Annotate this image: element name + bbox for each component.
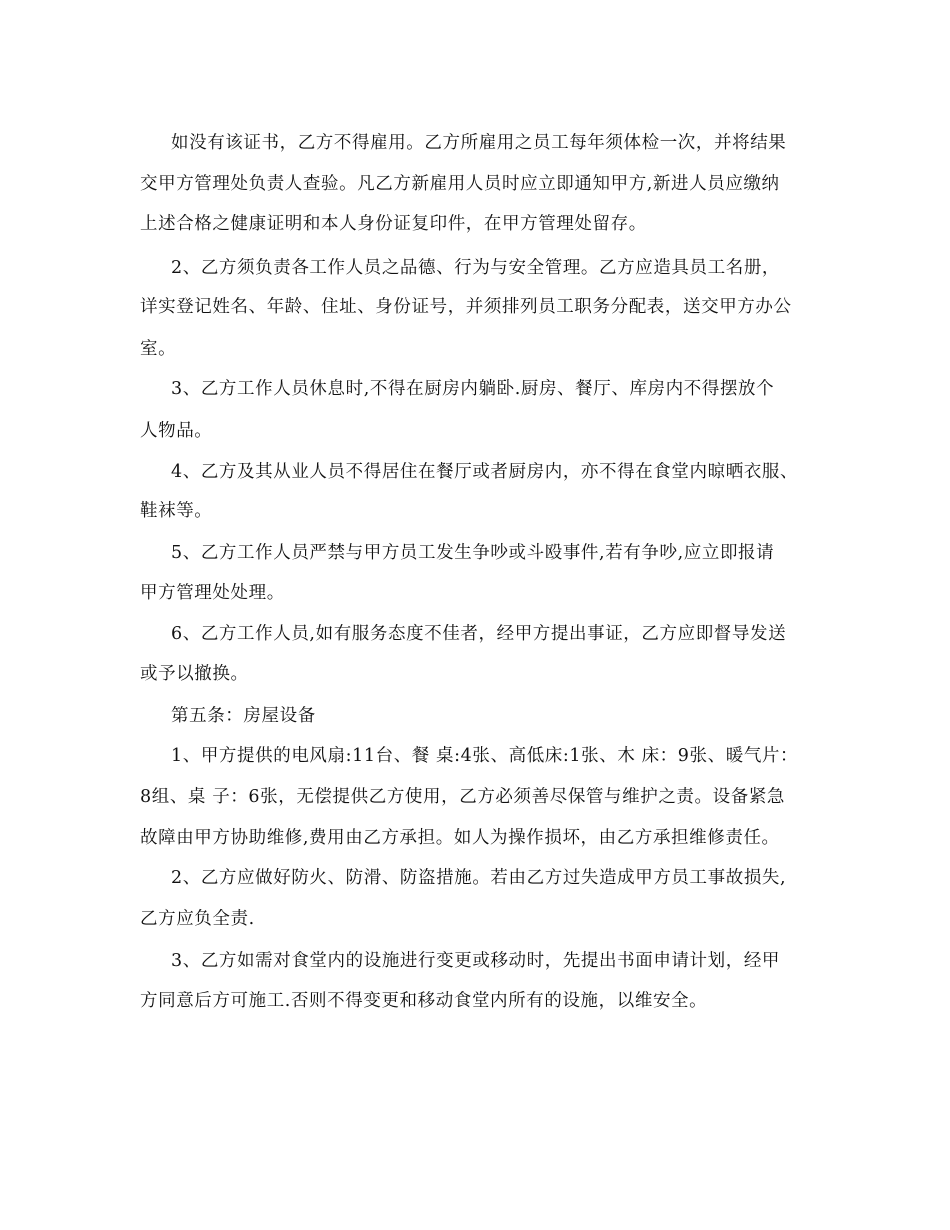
- section-heading-article-5: 第五条：房屋设备: [171, 706, 316, 726]
- text-line-6: 室。: [140, 339, 177, 359]
- text-line-13: 6、乙方工作人员,如有服务态度不佳者，经甲方提出事证，乙方应即督导发送: [171, 624, 787, 644]
- text-line-3: 上述合格之健康证明和本人身份证复印件，在甲方管理处留存。: [140, 214, 647, 234]
- text-line-10: 鞋袜等。: [140, 501, 213, 521]
- text-line-5: 详实登记姓名、年龄、住址、身份证号，并须排列员工职务分配表，送交甲方办公: [140, 297, 792, 317]
- text-line-1: 如没有该证书，乙方不得雇用。乙方所雇用之员工每年须体检一次，并将结果: [171, 133, 787, 153]
- text-line-19: 2、乙方应做好防火、防滑、防盗措施。若由乙方过失造成甲方员工事故损失,: [171, 868, 787, 888]
- text-line-9: 4、乙方及其从业人员不得居住在餐厅或者厨房内，亦不得在食堂内晾晒衣服、: [171, 462, 799, 482]
- text-line-2: 交甲方管理处负责人查验。凡乙方新雇用人员时应立即通知甲方,新进人员应缴纳: [140, 174, 780, 194]
- text-line-14: 或予以撤换。: [140, 664, 249, 684]
- text-line-20: 乙方应负全责.: [140, 909, 255, 929]
- text-line-16: 1、甲方提供的电风扇:11台、餐 桌:4张、高低床:1张、木 床：9张、暖气片：: [171, 746, 799, 766]
- text-line-22: 方同意后方可施工.否则不得变更和移动食堂内所有的设施，以维安全。: [140, 991, 708, 1011]
- text-line-21: 3、乙方如需对食堂内的设施进行变更或移动时，先提出书面申请计划，经甲: [171, 951, 781, 971]
- text-line-4: 2、乙方须负责各工作人员之品德、行为与安全管理。乙方应造具员工名册，: [171, 258, 781, 278]
- text-line-11: 5、乙方工作人员严禁与甲方员工发生争吵或斗殴事件,若有争吵,应立即报请: [171, 543, 775, 563]
- text-line-17: 8组、桌 子：6张，无偿提供乙方使用，乙方必须善尽保管与维护之责。设备紧急: [140, 787, 786, 807]
- text-line-7: 3、乙方工作人员休息时,不得在厨房内躺卧.厨房、餐厅、库房内不得摆放个: [171, 379, 775, 399]
- text-line-18: 故障由甲方协助维修,费用由乙方承担。如人为操作损坏，由乙方承担维修责任。: [140, 828, 780, 848]
- text-line-8: 人物品。: [140, 421, 213, 441]
- text-line-12: 甲方管理处处理。: [140, 583, 285, 603]
